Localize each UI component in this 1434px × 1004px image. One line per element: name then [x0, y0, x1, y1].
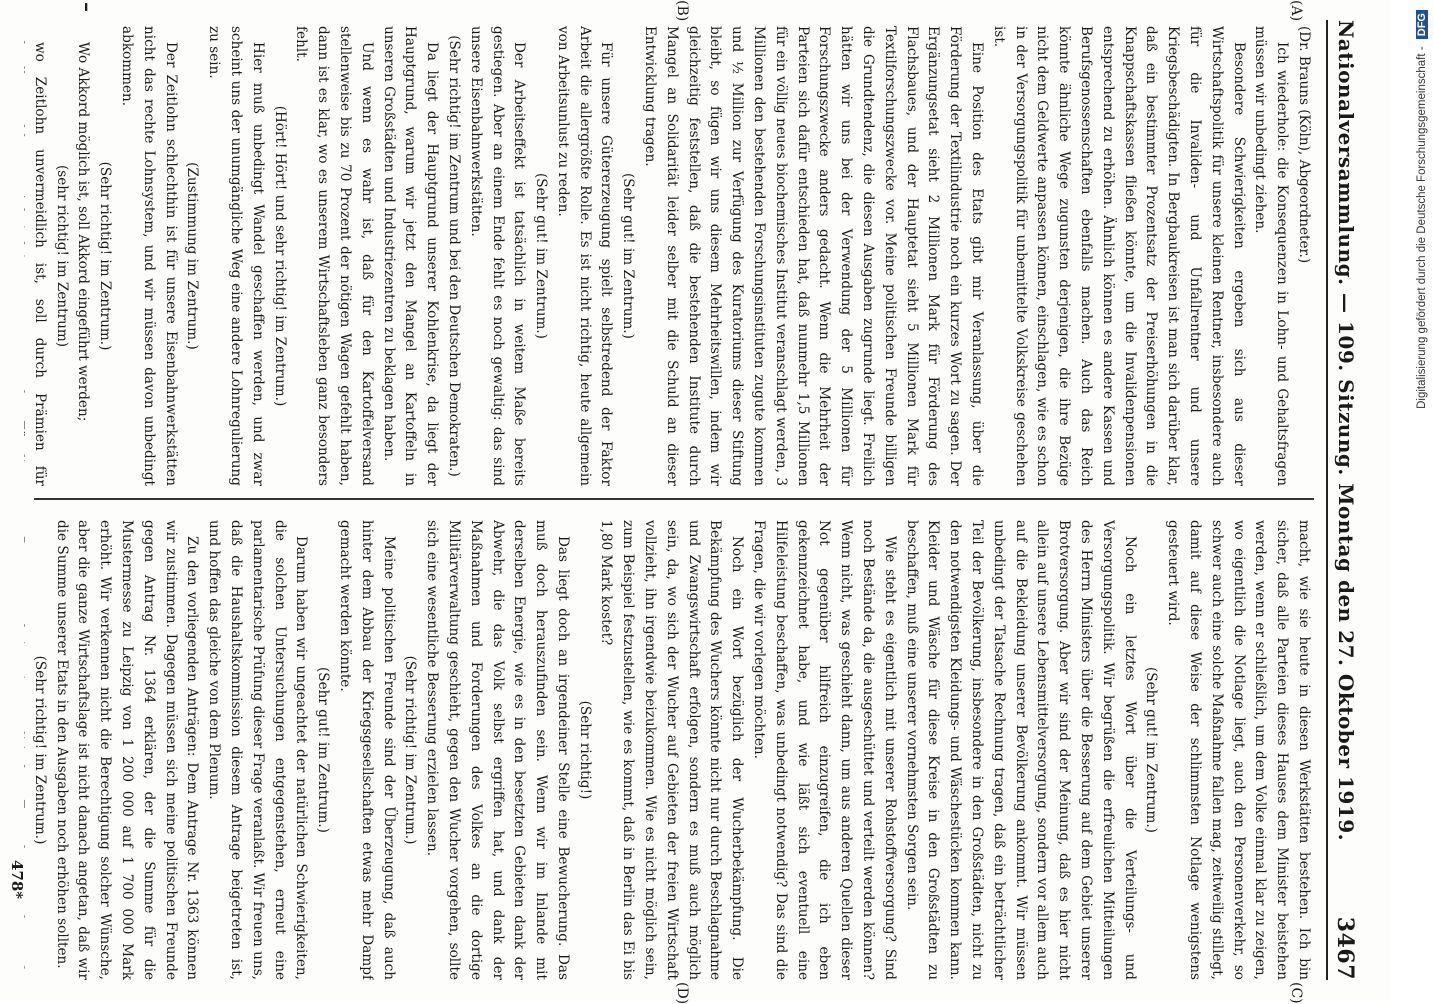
interjection: (Sehr richtig! im Zentrum.)	[31, 655, 48, 845]
paragraph: Da liegt der Hauptgrund unserer Kohlenkrise, da liegt der Hauptgrund, warum wir jetzt den Mangel an Kartoffeln in unseren Großstädten und Industriezentren zu beklagen haben.	[380, 26, 441, 486]
paragraph: Eine Position des Etats gibt mir Veranlassung, über die Förderung der Textilindustrie noch ein kurzes Wort zu sagen. Der Ergänzungsetat sieht 2 Millionen Mark für Förderung des Flachsbaues, und der Hauptetat sieht 5 Millionen Mark für Textilforschungszwecke vor. Meine politischen Freunde billigen die Grundtendenz, die diesen Ausgaben zugrunde liegt. Freilich hätten wir uns bei der Verwendung der 5 Millionen für Forschungszwecke anders gedacht. Wenn die Mehrheit der Parteien sich dafür entschieden hat, daß nunmehr 1,5 Millionen für ein völlig neues biochemisches Institut veranschlagt werden, 3 Millionen den bestehenden Forschungsinstituten zugute kommen und ½ Million zur Verfügung des Kuratoriums dieser Stiftung bleibt, so fügen wir uns diesem Mehrheitswillen, indem wir gleichzeitig feststellen, daß die bestehenden Institute durch Mangel an Solidarität leider selber mit die Schuld an dieser Entwicklung tragen.	[642, 26, 986, 486]
paragraph: Besondere Schwierigkeiten ergeben sich aus dieser Wirtschaftspolitik für unsere kleinen Rentner, insbesondere auch für die Invaliden- und Unfallrentner und unsere Kriegsbeschädigten. In Bergbaukreisen ist man sich darüber klar, daß ein bestimmter Prozentsatz der Preiserhöhungen in die Knappschaftskassen fließen könnte, um die Invalidenpensionen entsprechend zu erhöhen. Ähnlich können es andere Kassen und Berufsgenossenschaften ebenfalls machen. Auch das Reich könnte ähnliche Wege zugunsten derjenigen, die ihre Bezüge nicht dem Geldwerte anpassen können, einschlagen, wie es schon in der Versorgungspolitik für unbemittelte Volkskreise geschehen ist.	[990, 26, 1247, 486]
paragraph: Hier muß unbedingt Wandel geschaffen werden, und zwar scheint uns der unumgängliche Weg eine andere Lohnregulierung zu sein.	[206, 26, 266, 486]
speaker-line: (Dr. Brauns (Köln), Abgeordneter.)	[1296, 26, 1312, 264]
margin-mark-a: (A)	[1288, 0, 1304, 22]
interjection: (Sehr gut! im Zentrum.)	[1143, 667, 1160, 833]
paragraph: macht, wie sie heute in diesen Werkstätten bestehen. Ich bin sicher, daß alle Parteien dieses Hauses dem Minister beistehen werden, wenn er schließlich, um dem Volke einmal klar zu zeigen, wo eigentlich die Notlage liegt, auch den Personenverkehr, so schwer auch eine solche Maßnahme fallen mag, zeitweilig stillegt, damit auf diese Weise der schlimmsten Notlage wenigstens gesteuert wird.	[1165, 520, 1312, 980]
interjection: (Sehr gut! im Zentrum.)	[315, 667, 332, 833]
margin-mark-b: (B)	[674, 0, 690, 22]
paragraph: Darum haben wir ungeachtet der natürlichen Schwierigkeiten, die solchen Untersuchungen entgegenstehen, erneut eine parlamentarische Prüfung dieser Frage veranlaßt. Wir freuen uns, daß die Haushaltskommission diesem Antrage beigetreten ist, und hoffen das gleiche von dem Plenum.	[206, 520, 310, 980]
interjection: (Sehr richtig!)	[576, 700, 593, 800]
margin-mark-d: (D)	[674, 982, 690, 1004]
paragraph: Noch ein letztes Wort über die Verteilungs- und Versorgungspolitik. Wir begrüßen die erfreulichen Mitteilungen des Herrn Ministers über die Besserung auf dem Gebiet unserer Brotversorgung. Aber wir sind der Meinung, daß es hier nicht allein auf unsere Lebensmittelversorgung, sondern vor allem auch auf die Bekleidung unserer Bevölkerung ankommt. Wir müssen unbedingt der Tatsache Rechnung tragen, daß ein beträchtlicher Teil der Bevölkerung, insbesondere in den Großstädten, nicht zu den notwendigsten Kleidungs- und Wäschestücken kommen kann. Kleider und Wäsche für diese Kreise in den Großstädten zu beschaffen, muß eine unserer vornehmsten Sorgen sein.	[903, 520, 1138, 980]
paragraph: Für unsere Gütererzeugung spielt selbstredend der Faktor Arbeit die allergrößte Rolle. Es ist nicht richtig, heute allgemein von Arbeitsunlust zu reden.	[554, 26, 615, 486]
margin-mark-c: (C)	[1288, 982, 1304, 1004]
paragraph	[24, 520, 28, 980]
digitization-credit	[1410, 10, 1430, 1000]
right-column	[24, 520, 1314, 980]
margin-dash: –	[76, 2, 100, 12]
interjection: (Sehr gut! im Zentrum.)	[533, 173, 550, 339]
paragraph: Der Zeitlohn schlechthin ist für unsere Eisenbahnwerkstätten nicht das rechte Lohnsystem, und wir müssen davon unbedingt abkommen.	[118, 26, 179, 486]
paragraph: Meine politischen Freunde sind der Überzeugung, daß auch hinter dem Abbau der Kriegsgesellschaften etwas mehr Dampf gemacht werden könnte.	[336, 520, 397, 980]
folio-number: 478*	[8, 860, 26, 900]
paragraph: Wie steht es eigentlich mit unserer Rohstoffversorgung? Sind noch Bestände da, die ausgeschüttet und verteilt werden können? Wenn nicht, was geschieht dann, um aus anderen Quellen dieser Not gegenüber hilfreich einzugreifen, die ich eben gekennzeichnet habe, und wie läßt sich eventuell eine Hilfeleistung beschaffen, was unbedingt notwendig? Das sind die Fragen, die wir vorlegen möchten.	[751, 520, 898, 980]
interjection: (Sehr richtig! im Zentrum und bei den Deutschen Demokraten.)	[445, 35, 462, 477]
paragraph: Noch ein Wort bezüglich der Wucherbekämpfung. Die Bekämpfung des Wuchers könnte nicht nur durch Beschlagnahme und Zwangswirtschaft erfolgen, sondern es muß auch möglich sein, da, wo sich der Wucher auf Gebieten der freien Wirtschaft vollzieht, ihn irgendwie beizukommen. Wie es nicht möglich sein, zum Beispiel festzustellen, wie es kommt, daß in Berlin das Ei bis 1,80 Mark kostet?	[598, 520, 746, 980]
left-column	[24, 26, 1314, 486]
dfg-logo: DFG	[1416, 10, 1428, 39]
column-divider	[34, 498, 1314, 500]
page-number: 3467	[1332, 916, 1358, 980]
interjection: (Sehr richtig! im Zentrum.)	[402, 655, 419, 845]
paragraph: Und wenn es wahr ist, daß für den Kartoffelversand stellenweise bis zu 70 Prozent der nötigen Wagen gefehlt haben, dann ist es klar, wo es unserem Wirtschaftsleben ganz besonders fehlt.	[293, 26, 375, 486]
paragraph: Ich wiederhole: die Konsequenzen in Lohn- und Gehaltsfragen müssen wir unbedingt ziehen.	[1252, 26, 1291, 486]
interjection: (Sehr gut! im Zentrum.)	[620, 173, 637, 339]
paragraph: Zu den vorliegenden Anträgen: Dem Antrage Nr. 1363 können wir zustimmen. Dagegen müssen sich meine politischen Freunde gegen Antrag Nr. 1364 erklären, der die Summe für die Mustermesse zu Leipzig von 1 200 000 auf 1 700 000 Mark erhöht. Wir verkennen nicht die Berechtigung solcher Wünsche, aber die ganze Wirtschaftslage ist nicht danach angetan, daß wir die Summe unserer Etats in den Ausgaben noch erhöhen sollten.	[53, 520, 201, 980]
interjection: (sehr richtig! im Zentrum)	[53, 164, 70, 348]
interjection: (Zustimmung im Zentrum.)	[184, 162, 201, 350]
paragraph: wo Zeitlohn unvermeidlich ist, soll durch Prämien für	[31, 42, 48, 486]
paragraph: Das liegt doch an irgendeiner Stelle eine Bewucherung. Das muß doch herauszufinden sein. Wenn wir im Inlande mit derselben Energie, wie es in den besetzten Gebieten dank der Abwehr, die das Volk selbst ergriffen hat, und dank der Maßnahmen und Forderungen des Volkes an die dortige Militärverwaltung geschieht, gegen den Wucher vorgehen, sollte sich eine wesentliche Besserung erzielen lassen.	[424, 520, 571, 980]
interjection: (Sehr richtig! im Zentrum.)	[97, 161, 114, 351]
paragraph: Der Arbeitseffekt ist tatsächlich in weitem Maße bereits gestiegen. Aber an einem Ende fehlt es noch gewaltig: das sind unsere Eisenbahnwerkstätten.	[467, 26, 528, 486]
paragraph: Wo Akkord möglich ist, soll Akkord eingeführt werden;	[75, 42, 92, 422]
interjection: (Hört! Hört! und sehr richtig! im Zentrum.)	[271, 105, 288, 407]
running-head	[1326, 20, 1362, 980]
running-head-title: Nationalversammlung. — 109. Sitzung. Montag den 27. Oktober 1919.	[1334, 20, 1358, 842]
credit-text: Digitalisierung gefördert durch die Deutsche Forschungsgemeinschaft -	[1416, 46, 1428, 409]
